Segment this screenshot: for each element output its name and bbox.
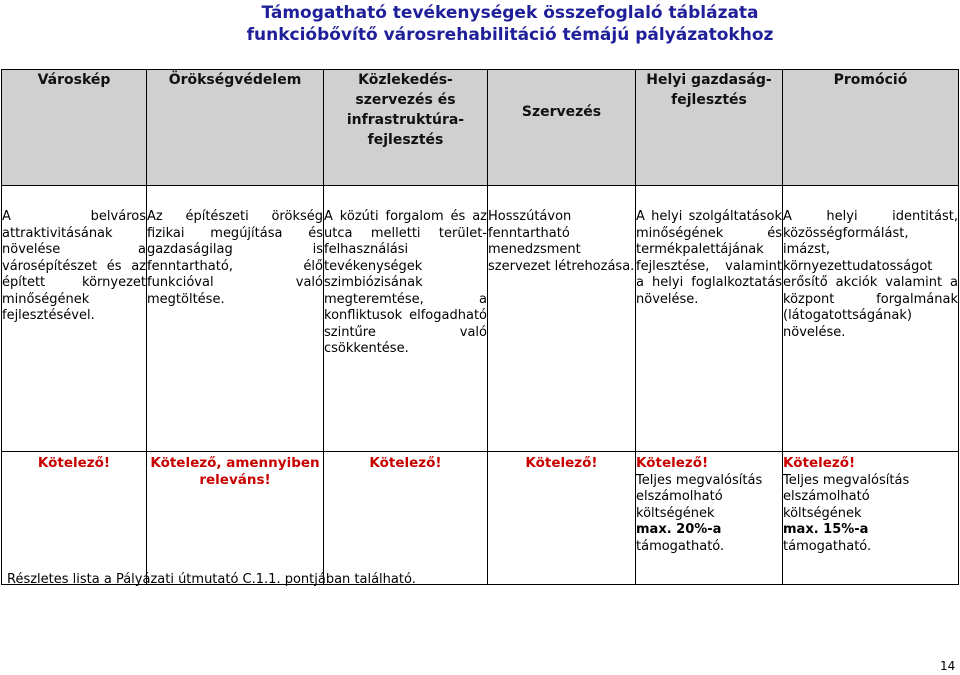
- title-line-1: Támogatható tevékenységek összefoglaló táblázata: [261, 3, 759, 23]
- desc-cell: [488, 186, 636, 452]
- activities-table: [1, 69, 959, 585]
- req-cell: [147, 452, 324, 585]
- header-row: [2, 70, 959, 186]
- header-promocio: Promóció: [783, 70, 959, 186]
- header-kozlekedes: Közlekedés- szervezés és infrastruktúra- fejlesztés: [324, 70, 488, 186]
- desc-varoskep: A belváros attraktivitásának növelése a városépítészet és az épített környezet minőségének fejlesztésével.: [2, 209, 146, 323]
- req-szervezes: Kötelező!: [525, 455, 598, 471]
- desc-cell: [324, 186, 488, 452]
- req-varoskep: Kötelező!: [37, 455, 111, 471]
- desc-promocio: A helyi identitást, közösségformálást, imázst, környezettudatosságot erősítő akciók valamint a központ forgalmának (látogatottságának) növelése.: [783, 209, 958, 340]
- footnote: Részletes lista a Pályázati útmutató C.1.1. pontjában található.: [7, 572, 416, 587]
- desc-szervezes: Hosszútávon fenntartható menedzsment szervezet létrehozása.: [488, 209, 635, 274]
- title-line-2: funkcióbővítő városrehabilitáció témájú pályázatokhoz: [246, 25, 774, 45]
- header-oroksegvedelem: Örökségvédelem: [147, 70, 324, 186]
- desc-helyi-gazdasag: A helyi szolgáltatások minőségének és termékpalettájának fejlesztése, valamint a helyi foglalkoztatás növelése.: [636, 209, 782, 307]
- header-varoskep: Városkép: [2, 70, 147, 186]
- req-cell: [783, 452, 959, 585]
- req-helyi-gazdasag: Kötelező!: [636, 455, 709, 471]
- requirement-row: [2, 452, 959, 585]
- page-number: 14: [940, 659, 956, 673]
- desc-cell: [636, 186, 783, 452]
- header-szervezes: Szervezés: [488, 70, 636, 186]
- req-promocio: Kötelező!: [783, 455, 856, 471]
- desc-oroksegvedelem: Az építészeti örökség fizikai megújítása és gazdaságilag is fenntartható, élő funkcióval való megtöltése.: [147, 209, 323, 307]
- desc-kozlekedes: A közúti forgalom és az utca melletti terület-felhasználási tevékenységek szimbiózisának megteremtése, a konfliktusok elfogadható szintűre való csökkentése.: [324, 209, 487, 356]
- req-cell: [324, 452, 488, 585]
- req-oroksegvedelem: Kötelező, amennyiben releváns!: [150, 455, 320, 488]
- req-cell: [636, 452, 783, 585]
- desc-cell: [783, 186, 959, 452]
- document-title: [0, 2, 960, 46]
- req-kozlekedes: Kötelező!: [369, 455, 442, 471]
- req-detail-helyi-gazdasag: Teljes megvalósítás elszámolható költségének max. 20%-a támogatható.: [636, 472, 763, 554]
- max-percent-helyi-gazdasag: max. 20%-a: [636, 522, 722, 537]
- req-detail-promocio: Teljes megvalósítás elszámolható költségének max. 15%-a támogatható.: [783, 472, 910, 554]
- desc-cell: [2, 186, 147, 452]
- description-row: [2, 186, 959, 452]
- header-helyi-gazdasag: Helyi gazdaság- fejlesztés: [636, 70, 783, 186]
- req-cell: [2, 452, 147, 585]
- req-cell: [488, 452, 636, 585]
- max-percent-promocio: max. 15%-a: [783, 522, 869, 537]
- desc-cell: [147, 186, 324, 452]
